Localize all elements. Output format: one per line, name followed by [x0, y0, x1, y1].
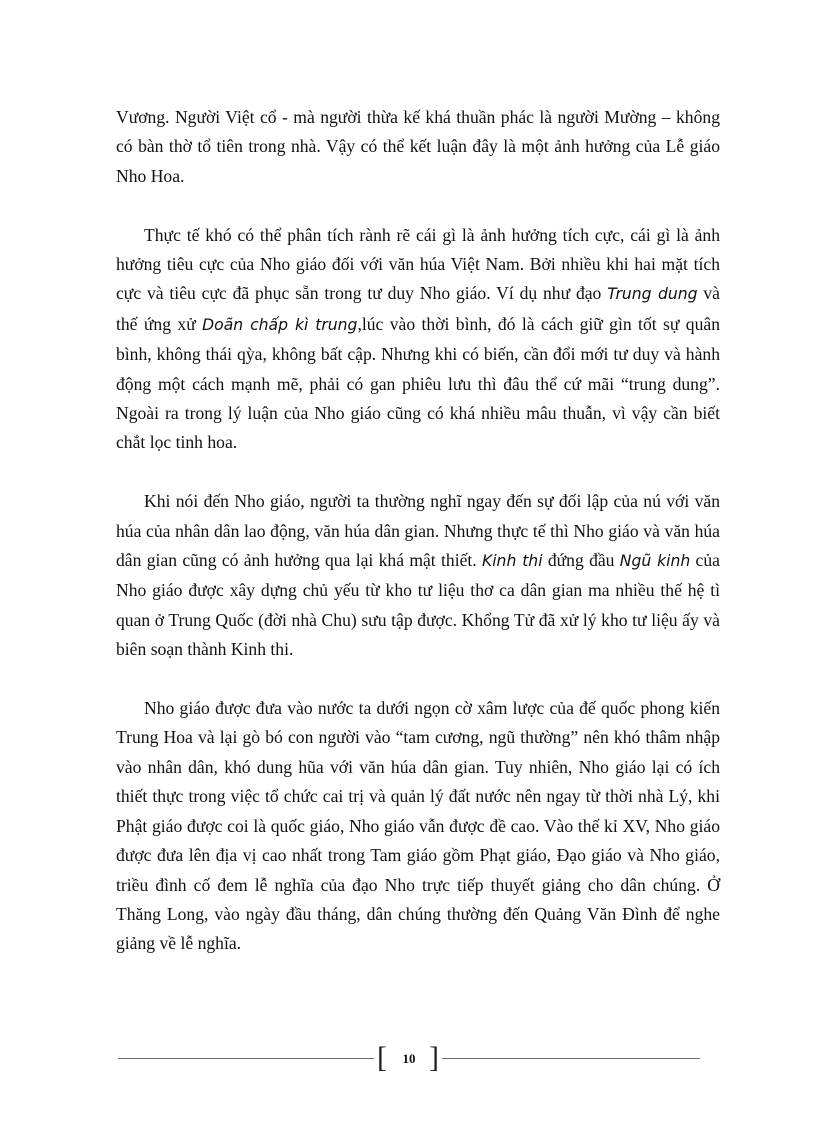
footer-rule-right	[442, 1058, 700, 1059]
italic-term: Doãn chấp kì trung	[202, 315, 358, 334]
paragraph	[116, 221, 720, 458]
body-text	[116, 103, 720, 959]
text-run: Vương. Người Việt cổ - mà người thừa kế khá thuần phác là người Mường – không có bàn thờ tổ tiên trong nhà. Vậy có thể kết luận đây là một ảnh hưởng của Lễ giáo Nho Hoa.	[116, 107, 720, 186]
text-run: và thế ứng xử	[116, 283, 720, 334]
paragraph	[116, 487, 720, 664]
italic-term: Ngũ kinh	[619, 552, 691, 571]
italic-term: Kinh thi	[482, 552, 543, 571]
text-run: đứng đầu	[542, 550, 620, 571]
paragraph	[116, 103, 720, 191]
text-run: của Nho giáo được xây dựng chủ yếu từ kho tư liệu thơ ca dân gian ma nhiều thế hệ tì quan ở Trung Quốc (đời nhà Chu) sưu tập được. Khổng Tử đã xử lý kho tư liệu ấy và biên soạn thành Kinh thi.	[116, 550, 720, 660]
footer-rule-left	[118, 1058, 374, 1059]
footer-bracket-left: [	[377, 1041, 387, 1074]
text-run: Nho giáo được đưa vào nước ta dưới ngọn cờ xâm lược của đế quốc phong kiến Trung Hoa và lại gò bó con người vào “tam cương, ngũ thường” nên khó thâm nhập vào nhân dân, khó dung hũa với văn húa dân gian. Tuy nhiên, Nho giáo lại có ích thiết thực trong việc tổ chức cai trị và quản lý đất nước nên ngay từ thời nhà Lý, khi Phật giáo được coi là quốc giáo, Nho giáo vẫn được đề cao. Vào thế kỉ XV, Nho giáo được đưa lên địa vị cao nhất trong Tam giáo gồm Phạt giáo, Đạo giáo và Nho giáo, triều đình cố đem lễ nghĩa của đạo Nho trực tiếp thuyết giảng cho dân chúng. Ở Thăng Long, vào ngày đầu tháng, dân chúng thường đến Quảng Văn Đình để nghe giảng về lễ nghĩa.	[116, 698, 720, 954]
text-run: Thực tế khó có thể phân tích rành rẽ cái gì là ảnh hưởng tích cực, cái gì là ảnh hưởng tiêu cực của Nho giáo đối với văn húa Việt Nam. Bởi nhiều khi hai mặt tích cực và tiêu cực đã phục sẵn trong tư duy Nho giáo. Ví dụ như đạo	[116, 224, 720, 304]
footer-bracket-right: ]	[429, 1041, 439, 1074]
page-number: 10	[402, 1051, 416, 1066]
text-run: Khi nói đến Nho giáo, người ta thường nghĩ ngay đến sự đối lập của nú với văn húa của nhân dân lao động, văn húa dân gian. Nhưng thực tế thì Nho giáo và văn húa dân gian cũng có ảnh hưởng qua lại khá mật thiết.	[116, 491, 720, 571]
italic-term: Trung dung	[607, 285, 698, 304]
text-run: ,lúc vào thời bình, đó là cách giữ gìn tốt sự quân bình, không thái qỳa, không bất cập. Nhưng khi có biến, cần đổi mới tư duy và hành động một cách mạnh mẽ, phải có gan phiêu lưu thì đâu thể cứ mãi “trung dung”. Ngoài ra trong lý luận của Nho giáo cũng có khá nhiều mâu thuẫn, vì vậy cần biết chắt lọc tinh hoa.	[116, 313, 720, 453]
paragraph	[116, 694, 720, 959]
page-footer	[118, 1041, 700, 1076]
